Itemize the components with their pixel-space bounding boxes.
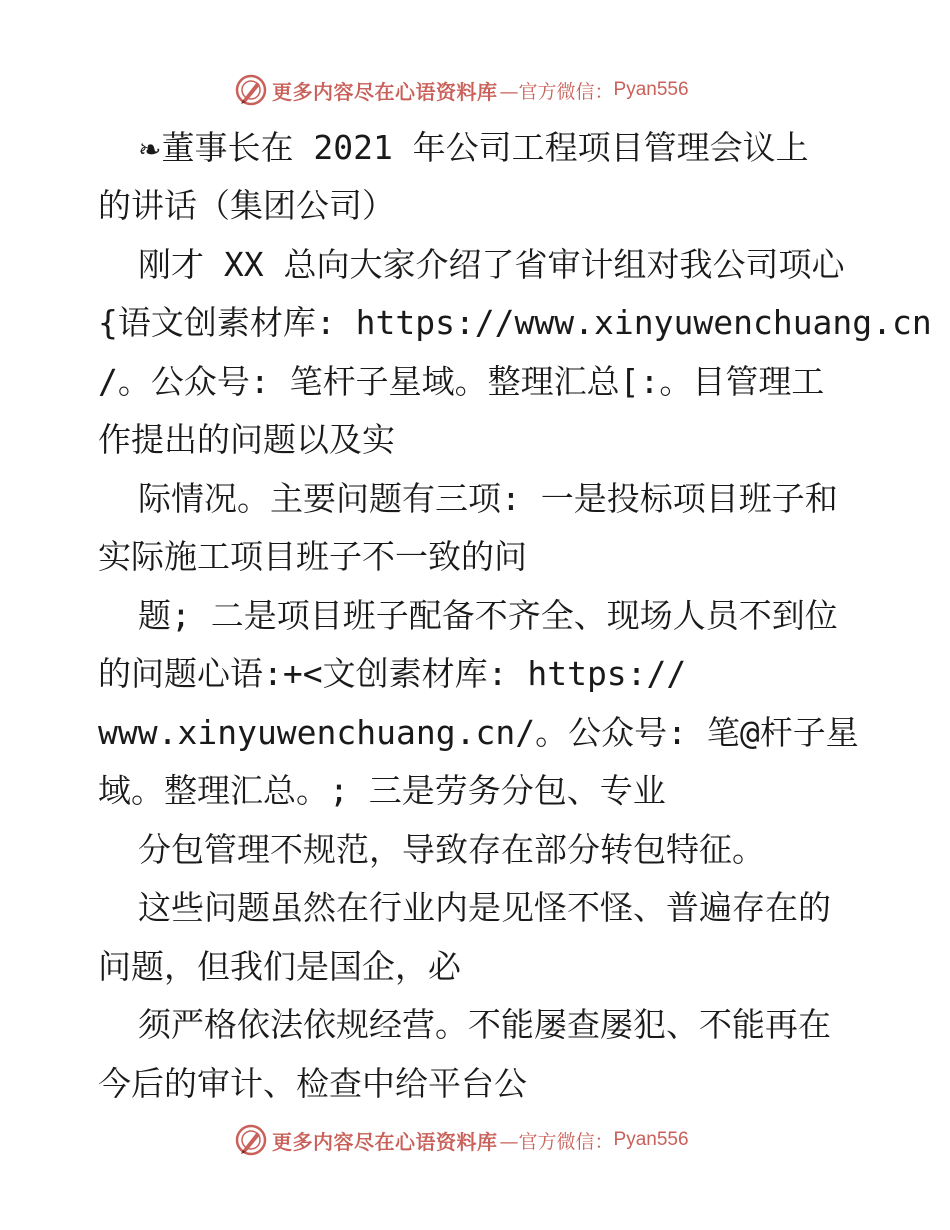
pen-logo-icon [234,73,268,107]
doc-line: /。公众号: 笔杆子星域。整理汇总[:。目管理工 [98,362,825,401]
doc-line: 刚才 XX 总向大家介绍了省审计组对我公司项心 [138,245,845,284]
header-banner [234,72,689,108]
footer-contact-label: —官方微信： [499,1130,614,1153]
doc-line: 际情况。主要问题有三项: 一是投标项目班子和 [138,479,838,518]
doc-line: 实际施工项目班子不一致的问 [98,537,527,576]
header-promo-text: 更多内容尽在心语资料库 [272,79,498,104]
footer-wechat-id: Pyan556 [613,1129,689,1150]
doc-line: 须严格依法依规经营。不能屡查屡犯、不能再在 [138,1005,831,1044]
header-contact-label: —官方微信： [499,80,614,103]
doc-line: 今后的审计、检查中给平台公 [98,1064,527,1103]
pen-logo-icon [234,1123,268,1157]
doc-line: 分包管理不规范，导致存在部分转包特征。 [138,830,765,869]
footer-promo-text: 更多内容尽在心语资料库 [272,1129,498,1154]
doc-line: www.xinyuwenchuang.cn/。公众号: 笔@杆子星 [98,713,859,752]
header-wechat-id: Pyan556 [613,79,689,100]
doc-line: 的问题心语:+<文创素材库: https:// [98,654,687,693]
doc-line: 域。整理汇总。; 三是劳务分包、专业 [98,771,666,810]
doc-line: 这些问题虽然在行业内是见怪不怪、普遍存在的 [138,888,831,927]
flourish-icon: ❧ [138,133,162,166]
doc-title-line-1: ❧董事长在 2021 年公司工程项目管理会议上 [138,128,809,167]
doc-line: 题; 二是项目班子配备不齐全、现场人员不到位 [138,596,838,635]
doc-line: {语文创素材库: https://www.xinyuwenchuang.cn [98,303,932,342]
doc-line: 问题，但我们是国企，必 [98,947,461,986]
doc-line: 作提出的问题以及实 [98,420,395,459]
footer-banner [234,1122,689,1158]
doc-title-line-2: 的讲话（集团公司） [98,186,395,225]
